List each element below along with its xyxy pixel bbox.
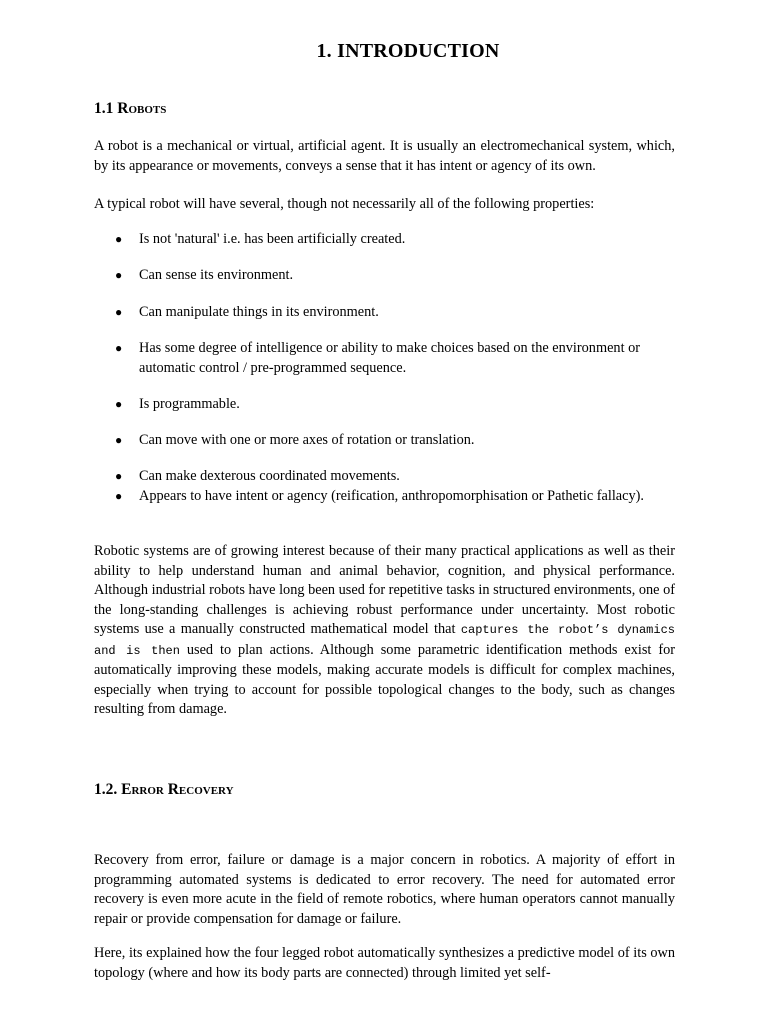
list-item [115,339,679,378]
section-heading-error-recovery: 1.2. Error Recovery [94,781,234,798]
bullet-icon: ● [115,397,123,411]
paragraph-robot-definition: A robot is a mechanical or virtual, artificial agent. It is usually an electromechanical system, which, by its appearance or movements, conveys a sense that it has intent or agency of its own. [94,138,675,174]
paragraph-robotic-systems [94,542,675,720]
list-item [115,230,679,250]
bullet-icon: ● [115,489,123,503]
bullet-icon: ● [115,232,123,246]
paragraph-four-legged-robot: Here, its explained how the four legged robot automatically synthesizes a predictive model of its own topology (where and how its body parts are connected) through limited yet self- [94,945,675,981]
list-item-text: Has some degree of intelligence or ability to make choices based on the environment or automatic control / pre-programmed sequence. [139,340,641,376]
page-title: 1. INTRODUCTION [316,40,500,62]
list-item-text: Can manipulate things in its environment. [139,304,379,320]
paragraph-text: Robotic systems are of growing interest because of their many practical applications as well as their ability to help understand human and animal behavior, cognition, and physical performance. Although industrial robots have long been used for repetitive tasks in structured environments, one of the long-standing challenges is achieving robust performance under uncertainty. Most robotic systems use a manually constructed mathematical model that [94,543,675,637]
list-item-text: Is programmable. [139,396,240,412]
list-item-text: Appears to have intent or agency (reification, anthropomorphisation or Pathetic fallacy). [139,488,644,504]
bullet-icon: ● [115,469,123,483]
list-item-text: Is not 'natural' i.e. has been artificially created. [139,231,406,247]
list-item-text: Can sense its environment. [139,267,294,283]
paragraph-error-recovery: Recovery from error, failure or damage is a major concern in robotics. A majority of effort in programming automated systems is dedicated to error recovery. The need for automated error recovery is even more acute in the field of remote robotics, where human operators cannot manually repair or provide compensation for damage or failure. [94,852,675,927]
list-item-text: Can move with one or more axes of rotation or translation. [139,432,475,448]
paragraph-properties-intro: A typical robot will have several, though not necessarily all of the following properties: [94,196,595,212]
bullet-icon: ● [115,305,123,319]
list-item [115,303,679,323]
bullet-icon: ● [115,341,123,355]
bullet-icon: ● [115,433,123,447]
list-item [115,431,679,451]
list-item-text: Can make dexterous coordinated movements. [139,468,400,484]
bullet-icon: ● [115,268,123,282]
list-item [115,266,679,286]
list-item [115,467,679,487]
paragraph-text-mono: captures the robot’s dynamics and is then [94,623,675,658]
paragraph-text: used to plan actions. Although some parametric identification methods exist for automatically improving these models, making accurate models is difficult for complex machines, especially when trying to account for possible topological changes to the body, such as changes resulting from damage. [94,641,675,717]
section-heading-robots: 1.1 Robots [94,100,167,117]
list-item [115,487,679,507]
list-item [115,395,679,415]
